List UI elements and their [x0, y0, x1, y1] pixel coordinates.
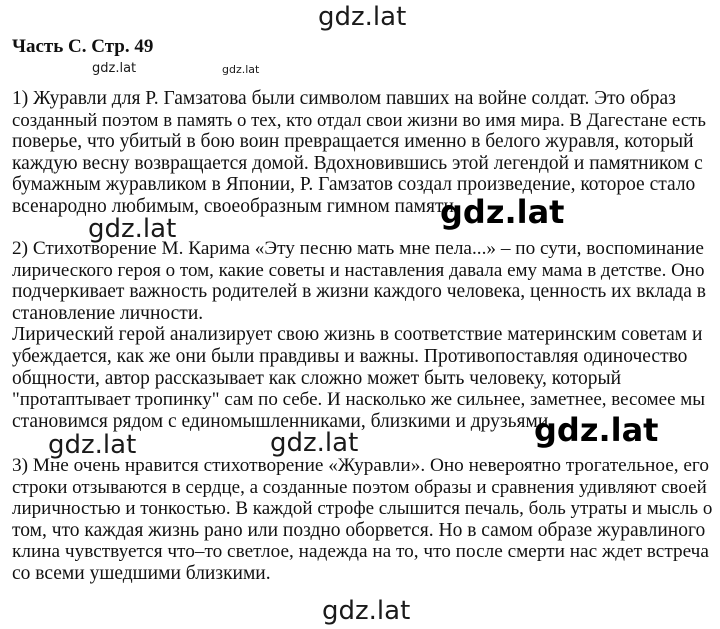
paragraph-line: лирического героя о том, какие советы и наставления давала ему мама в детстве. Оно [12, 259, 705, 281]
paragraph-line: становление личности. [12, 302, 204, 324]
paragraph-1 [12, 88, 712, 218]
watermark-small-1: gdz.lat [92, 61, 137, 76]
paragraph-line: становимся рядом с единомышленниками, близкими и друзьями. [12, 410, 554, 432]
paragraph-line: всенародно любимым, своеобразным гимном памяти. [12, 195, 459, 217]
watermark-mid-1: gdz.lat [88, 214, 177, 244]
paragraph-line: 1) Журавли для Р. Гамзатова были символом павших на войне солдат. Это образ [12, 88, 676, 109]
paragraph-3 [12, 455, 712, 585]
paragraph-line: со всеми ушедшими близкими. [12, 562, 271, 584]
watermark-bottom: gdz.lat [322, 596, 411, 626]
paragraph-line: поверье, что убитый в бою воин превращается именно в белого журавля, который [12, 131, 694, 153]
paragraph-line: лиричностью и тонкостью. В каждой строфе слышится печаль, боль утраты и мысль о [12, 498, 713, 520]
paragraph-line: Лирический герой анализирует свою жизнь в соответствие материнским советам и [12, 324, 703, 346]
watermark-small-2: gdz.lat [222, 63, 260, 76]
watermark-mid-2: gdz.lat [48, 430, 137, 460]
watermark-large-2: gdz.lat [534, 411, 659, 449]
paragraph-line: 2) Стихотворение М. Карима «Эту песню мать мне пела...» – по сути, воспоминание [12, 238, 704, 259]
watermark-top: gdz.lat [318, 2, 407, 32]
watermark-mid-3: gdz.lat [270, 428, 359, 458]
paragraph-line: общности, автор рассказывает как сложно может быть человеку, который [12, 367, 622, 389]
paragraph-line: подчеркивает важность родителей в жизни каждого человека, ценность их вклада в [12, 281, 706, 303]
watermark-large-1: gdz.lat [440, 193, 565, 231]
paragraph-line: созданный поэтом в память о тех, кто отдал свои жизни во имя мира. В Дагестане есть [12, 109, 706, 131]
page-heading: Часть С. Стр. 49 [12, 36, 154, 57]
paragraph-line: клина чувствуется что–то светлое, надежда на то, что после смерти нас ждет встреча [12, 541, 709, 563]
paragraph-2 [12, 238, 712, 432]
paragraph-line: каждую весну возвращается домой. Вдохновившись этой легендой и памятником с [12, 152, 703, 174]
paragraph-line: "протаптывает тропинку" сам по себе. И насколько же сильнее, заметнее, весомее мы [12, 389, 706, 411]
paragraph-line: убеждается, как же они были правдивы и важны. Противопоставляя одиночество [12, 345, 688, 367]
paragraph-line: бумажным журавликом в Японии, Р. Гамзатов создал произведение, которое стало [12, 174, 696, 196]
paragraph-line: строки отзываются в сердце, а созданные поэтом образы и сравнения удивляют своей [12, 476, 707, 498]
paragraph-line: том, что каждая жизнь рано или поздно оборвется. Но в самом образе журавлиного [12, 519, 706, 541]
paragraph-line: 3) Мне очень нравится стихотворение «Журавли». Оно невероятно трогательное, его [12, 455, 709, 476]
